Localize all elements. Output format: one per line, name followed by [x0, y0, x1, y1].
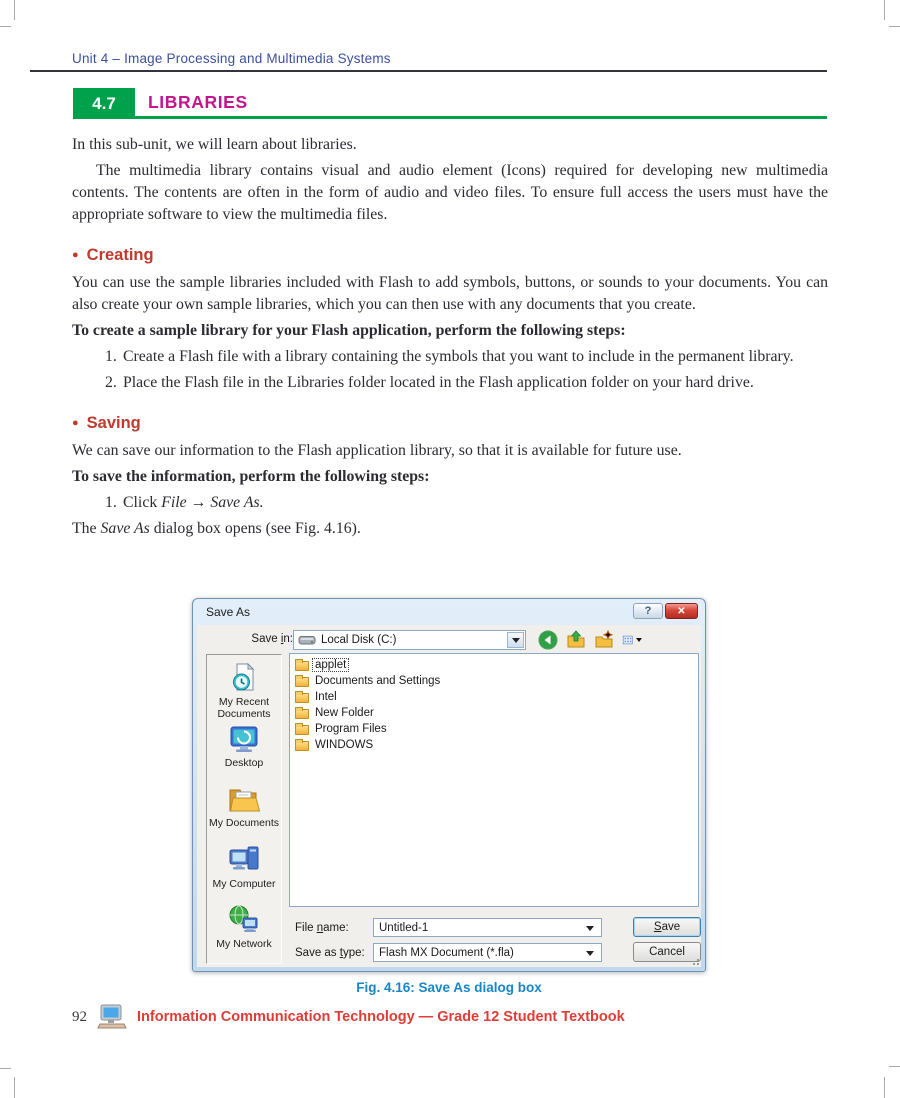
save-as-type-combobox[interactable] [373, 943, 602, 962]
crop-mark [0, 26, 11, 27]
footer-title: Information Communication Technology — Grade 12 Student Textbook [137, 1009, 625, 1025]
folder-icon [295, 741, 309, 751]
place-my-recent-documents[interactable]: My Recent Documents [208, 662, 280, 725]
folder-item-new-folder[interactable]: New Folder [292, 705, 696, 721]
resize-grip[interactable] [689, 955, 699, 965]
dialog-title: Save As [206, 605, 251, 619]
dialog-body [197, 625, 701, 967]
view-menu-icon[interactable] [622, 630, 642, 650]
dialog-toolbar [538, 630, 642, 650]
file-name-dropdown-arrow[interactable] [586, 926, 594, 931]
cancel-button[interactable]: Cancel [633, 942, 701, 962]
saving-steps-title: To save the information, perform the following steps: [72, 468, 430, 485]
save-as-type-dropdown-arrow[interactable] [586, 951, 594, 956]
creating-step-2: 2. Place the Flash file in the Libraries folder located in the Flash application folder on your hard drive. [105, 374, 754, 391]
place-my-network[interactable]: My Network [208, 904, 280, 963]
help-button[interactable]: ? [633, 603, 663, 619]
creating-heading: ● Creating [72, 244, 828, 266]
folder-icon [295, 677, 309, 687]
page-footer [72, 1004, 625, 1030]
file-name-value: Untitled-1 [379, 921, 429, 934]
saving-paragraph: We can save our information to the Flash application library, so that it is available for future use. [72, 442, 682, 459]
place-my-computer[interactable]: My Computer [208, 844, 280, 903]
place-desktop[interactable]: Desktop [208, 725, 280, 784]
bullet-icon [72, 246, 87, 264]
folder-icon [295, 693, 309, 703]
up-one-level-icon[interactable] [566, 630, 586, 650]
save-as-type-label: Save as type: [295, 947, 365, 959]
page-number: 92 [72, 1008, 87, 1025]
section-number: 4.7 [73, 88, 135, 119]
place-my-documents[interactable]: My Documents [208, 785, 280, 844]
my-network-icon [227, 904, 261, 936]
new-folder-icon[interactable] [594, 630, 614, 650]
my-computer-icon [227, 844, 261, 876]
crop-mark [0, 1068, 11, 1069]
folder-item-program-files[interactable]: Program Files [292, 721, 696, 737]
intro-paragraph-2: The multimedia library contains visual and audio element (Icons) required for developing new multimedia contents. The contents are often in the form of audio and video files. To ensure full access the users must have the appropriate software to view the multimedia files. [72, 162, 828, 223]
folder-item-intel[interactable]: Intel [292, 689, 696, 705]
desktop-icon [228, 725, 260, 755]
running-header: Unit 4 – Image Processing and Multimedia Systems [72, 51, 391, 66]
folder-icon [295, 661, 309, 671]
crop-mark [884, 1077, 885, 1098]
crop-mark [14, 0, 15, 20]
save-as-dialog [192, 598, 706, 972]
folder-list[interactable] [289, 653, 699, 907]
intro-paragraph-1: In this sub-unit, we will learn about libraries. [72, 136, 357, 153]
local-disk-icon [298, 634, 316, 646]
folder-icon [295, 709, 309, 719]
file-name-combobox[interactable] [373, 918, 602, 937]
places-bar [206, 654, 282, 964]
saving-step-1: 1. Click File → Save As. [105, 494, 264, 511]
recent-documents-icon [228, 662, 260, 694]
my-documents-icon [227, 785, 261, 815]
saving-heading: ● Saving [72, 412, 828, 434]
folder-item-applet[interactable]: applet [292, 657, 696, 673]
crop-mark [889, 1066, 900, 1067]
section-banner [73, 88, 827, 119]
save-button[interactable]: Save [633, 917, 701, 937]
crop-mark [889, 26, 900, 27]
saving-step-1-result: The Save As dialog box opens (see Fig. 4.16). [72, 520, 361, 537]
body-text [72, 134, 828, 544]
computer-icon [97, 1004, 127, 1030]
section-title: LIBRARIES [148, 92, 248, 112]
save-in-value: Local Disk (C:) [321, 634, 397, 646]
view-menu-caret [636, 638, 642, 642]
save-as-type-value: Flash MX Document (*.fla) [379, 946, 514, 959]
back-icon[interactable] [538, 630, 558, 650]
close-button[interactable]: ✕ [665, 603, 698, 619]
creating-step-1: 1. Create a Flash file with a library containing the symbols that you want to include in the permanent library. [105, 348, 794, 365]
save-in-combobox[interactable] [293, 630, 526, 650]
folder-item-windows[interactable]: WINDOWS [292, 737, 696, 753]
header-rule [30, 70, 827, 72]
crop-mark [884, 0, 885, 20]
folder-icon [295, 725, 309, 735]
bullet-icon [72, 414, 87, 432]
creating-paragraph: You can use the sample libraries included with Flash to add symbols, buttons, or sounds to your documents. You can also create your own sample libraries, which you can then use with any documents that you create. [72, 274, 828, 313]
crop-mark [14, 1077, 15, 1098]
save-in-label: Save in: [251, 633, 293, 645]
folder-item-documents-and-settings[interactable]: Documents and Settings [292, 673, 696, 689]
file-name-label: File name: [295, 922, 349, 934]
dialog-titlebar[interactable] [193, 599, 705, 625]
save-in-dropdown-arrow[interactable] [507, 632, 524, 648]
creating-steps-title: To create a sample library for your Flash application, perform the following steps: [72, 322, 626, 339]
figure-caption: Fig. 4.16: Save As dialog box [356, 980, 542, 995]
